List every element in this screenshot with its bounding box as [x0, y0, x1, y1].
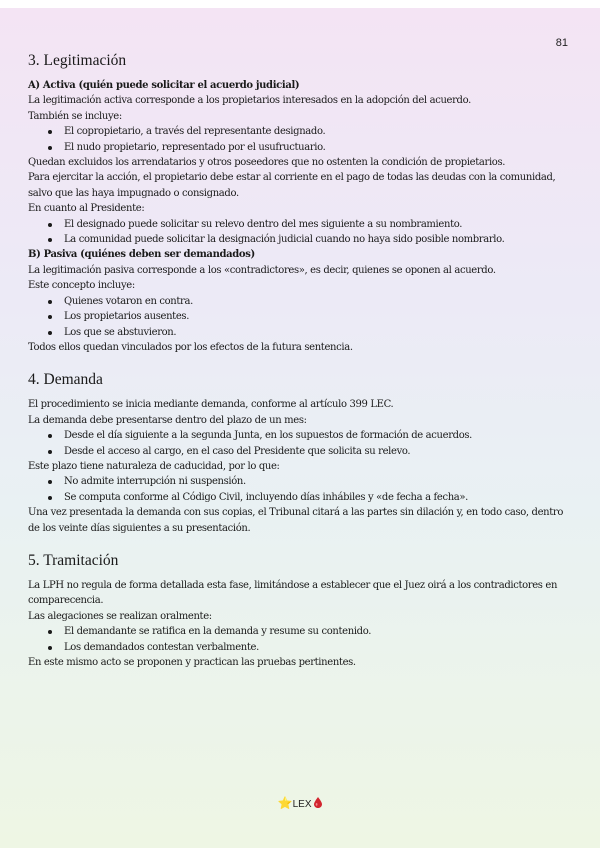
list-item: El designado puede solicitar su relevo dentro del mes siguiente a su nombramiento.	[64, 217, 568, 232]
section-title: 3. Legitimación	[28, 52, 127, 69]
bullet-list	[28, 294, 568, 340]
list-item: Quienes votaron en contra.	[64, 294, 568, 309]
section-title: 5. Tramitación	[28, 551, 119, 569]
subheading-pasiva: B) Pasiva (quiénes deben ser demandados)	[28, 249, 255, 261]
list-item: Los que se abstuvieron.	[64, 325, 568, 340]
paragraph: En este mismo acto se proponen y practican las pruebas pertinentes.	[28, 657, 356, 668]
paragraph: Quedan excluidos los arrendatarios y otros poseedores que no ostenten la condición de propietarios.	[28, 157, 506, 169]
paragraph: La legitimación activa corresponde a los propietarios interesados en la adopción del acuerdo.	[28, 95, 471, 107]
bullet-list	[28, 124, 568, 155]
list-item: Se computa conforme al Código Civil, incluyendo días inhábiles y «de fecha a fecha».	[64, 490, 568, 505]
list-item: Desde el día siguiente a la segunda Junta, en los supuestos de formación de acuerdos.	[64, 428, 568, 443]
section-title: 4. Demanda	[28, 371, 103, 389]
bullet-list	[28, 624, 568, 655]
footer-brand	[0, 796, 600, 811]
page-number: 81	[555, 37, 568, 49]
bullet-list	[28, 474, 568, 505]
brand-name: LEX	[292, 799, 312, 810]
page-content	[28, 52, 568, 670]
top-margin-strip	[0, 0, 600, 8]
paragraph: La demanda debe presentarse dentro del plazo de un mes:	[28, 414, 307, 426]
paragraph: Este plazo tiene naturaleza de caducidad, por lo que:	[28, 460, 280, 472]
section-demanda	[28, 371, 568, 536]
list-item: Los propietarios ausentes.	[64, 309, 568, 324]
list-item: Desde el acceso al cargo, en el caso del Presidente que solicita su relevo.	[64, 444, 568, 459]
list-item: El copropietario, a través del representante designado.	[64, 124, 568, 139]
section-legitimacion	[28, 52, 568, 355]
paragraph: Para ejercitar la acción, el propietario debe estar al corriente en el pago de todas las deudas con la comunidad, salvo que las haya impugnado o consignado.	[28, 172, 556, 199]
list-item: El nudo propietario, representado por el usufructuario.	[64, 140, 568, 155]
paragraph: También se incluye:	[28, 110, 122, 122]
paragraph: Todos ellos quedan vinculados por los efectos de la futura sentencia.	[28, 341, 353, 353]
paragraph: La legitimación pasiva corresponde a los «contradictores», es decir, quienes se oponen al acuerdo.	[28, 264, 496, 276]
list-item: No admite interrupción ni suspensión.	[64, 474, 568, 489]
list-item: El demandante se ratifica en la demanda y resume su contenido.	[64, 624, 568, 639]
list-item: Los demandados contestan verbalmente.	[64, 640, 568, 655]
section-tramitacion	[28, 552, 568, 670]
star-icon: ⭐	[277, 796, 293, 810]
paragraph: Una vez presentada la demanda con sus copias, el Tribunal citará a las partes sin dilación y, en todo caso, dentro de los veinte días siguientes a su presentación.	[28, 507, 564, 534]
list-item: La comunidad puede solicitar la designación judicial cuando no haya sido posible nombrarlo.	[64, 232, 568, 247]
bullet-list	[28, 428, 568, 459]
paragraph: La LPH no regula de forma detallada esta fase, limitándose a establecer que el Juez oirá a los contradictores en comparecencia.	[28, 579, 558, 607]
blood-drop-icon	[314, 797, 322, 811]
blood-drop-icon-svg	[314, 797, 322, 808]
subheading-activa: A) Activa (quién puede solicitar el acuerdo judicial)	[28, 80, 300, 91]
paragraph: El procedimiento se inicia mediante demanda, conforme al artículo 399 LEC.	[28, 399, 394, 411]
paragraph: En cuanto al Presidente:	[28, 203, 145, 215]
bullet-list	[28, 217, 568, 248]
paragraph: Este concepto incluye:	[28, 280, 135, 292]
paragraph: Las alegaciones se realizan oralmente:	[28, 610, 212, 622]
